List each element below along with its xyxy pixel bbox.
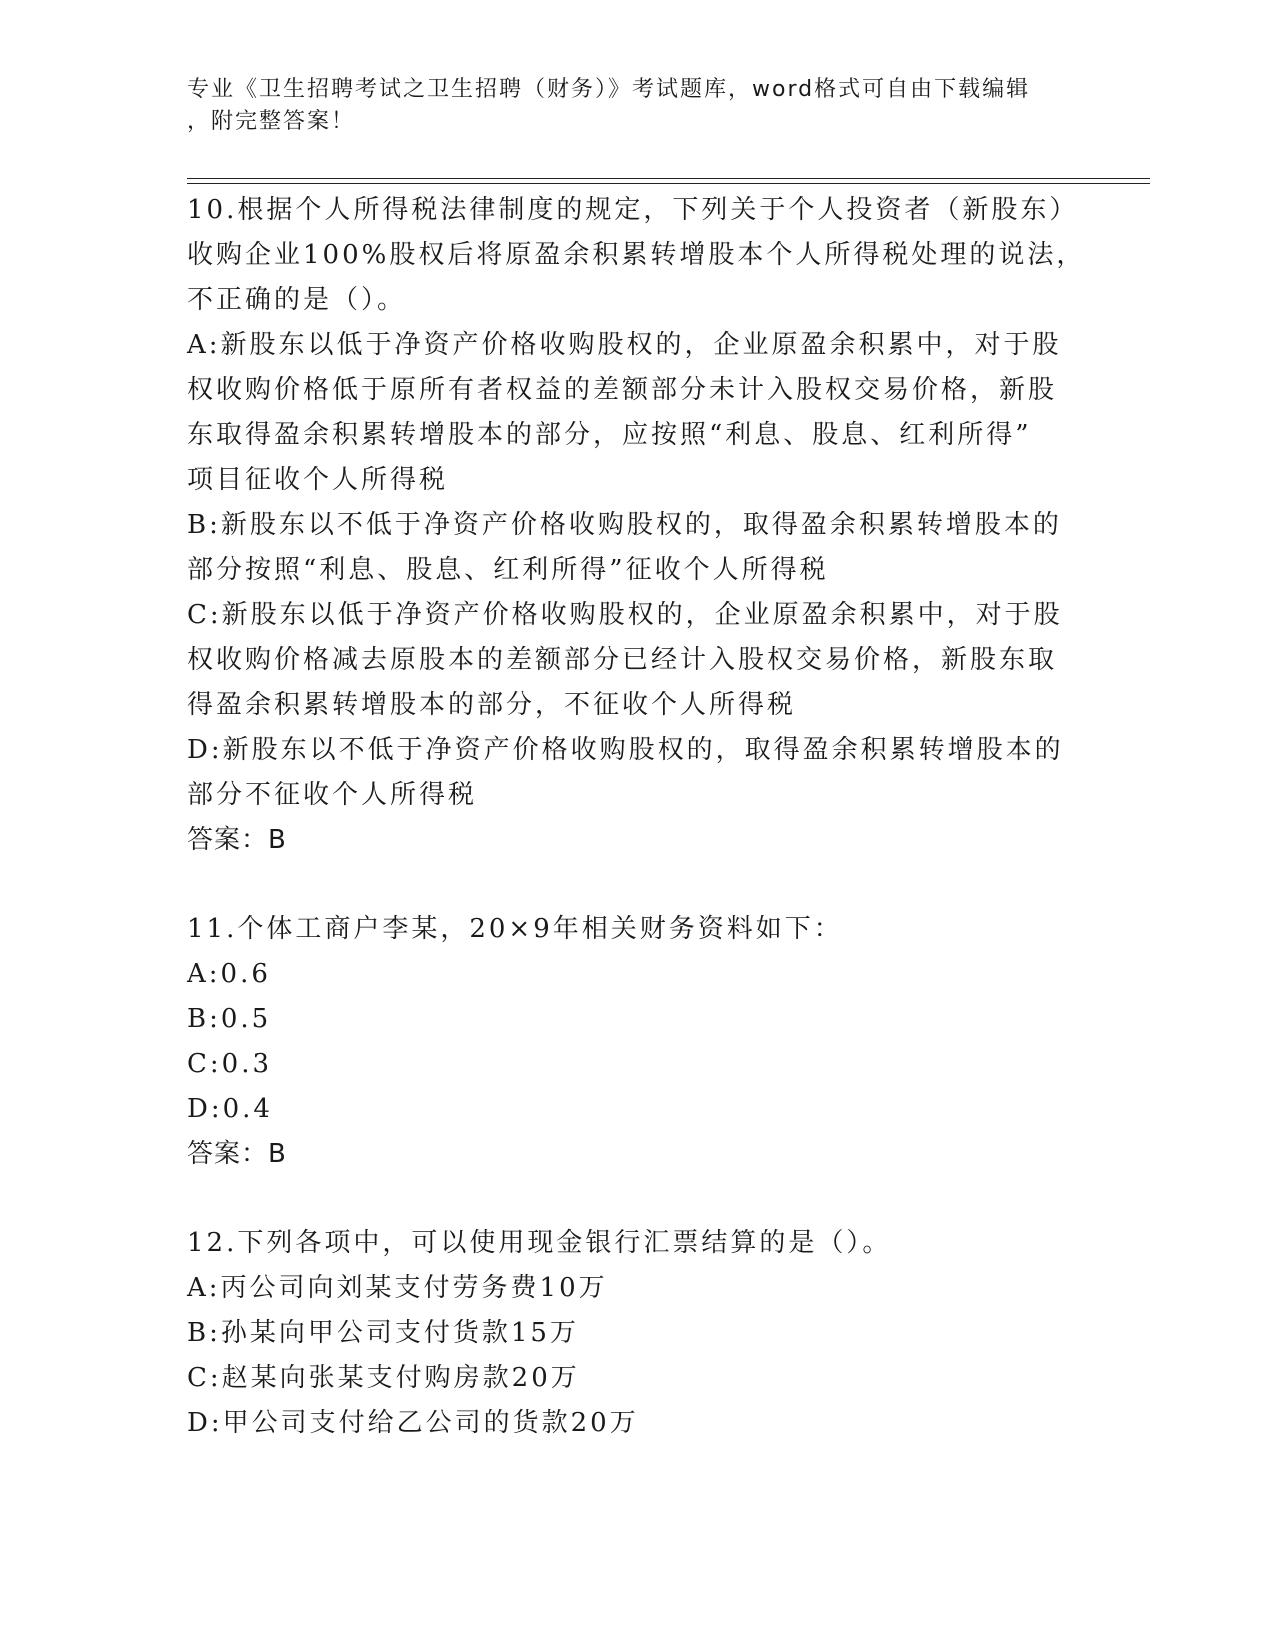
option-line: A:新股东以低于净资产价格收购股权的，企业原盈余积累中，对于股 <box>187 330 1062 360</box>
question-stem-line: 11.个体工商户李某，20×9年相关财务资料如下： <box>187 914 843 944</box>
spacer <box>187 1177 1087 1221</box>
question-stem-line: 12.下列各项中，可以使用现金银行汇票结算的是（）。 <box>187 1228 892 1258</box>
answer-line: 答案：B <box>187 1139 287 1169</box>
option-line: 权收购价格减去原股本的差额部分已经计入股权交易价格，新股东取 <box>187 645 1058 675</box>
answer-line: 答案：B <box>187 825 287 855</box>
question-stem-line: 10.根据个人所得税法律制度的规定，下列关于个人投资者（新股东） <box>187 195 1079 225</box>
spacer <box>187 863 1087 907</box>
header-rule-bottom <box>187 183 1150 184</box>
question-stem-line: 收购企业100%股权后将原盈余积累转增股本个人所得税处理的说法， <box>187 240 1086 270</box>
option-line: 权收购价格低于原所有者权益的差额部分未计入股权交易价格，新股 <box>187 375 1058 405</box>
option-line: 部分按照“利息、股息、红利所得”征收个人所得税 <box>187 555 829 585</box>
option-line: D:新股东以不低于净资产价格收购股权的，取得盈余积累转增股本的 <box>187 735 1064 765</box>
header-rule-top <box>187 178 1150 179</box>
question-stem-line: 不正确的是（）。 <box>187 285 407 315</box>
option-b: B:孙某向甲公司支付货款15万 <box>187 1318 579 1348</box>
option-line: 东取得盈余积累转增股本的部分，应按照“利息、股息、红利所得” <box>187 420 1032 450</box>
option-line: B:新股东以不低于净资产价格收购股权的，取得盈余积累转增股本的 <box>187 510 1062 540</box>
option-line: 部分不征收个人所得税 <box>187 780 478 810</box>
question-11 <box>187 907 1087 1177</box>
option-c: C:赵某向张某支付购房款20万 <box>187 1363 580 1393</box>
question-list <box>187 188 1087 1446</box>
option-b: B:0.5 <box>187 1004 272 1034</box>
option-d: D:0.4 <box>187 1094 273 1124</box>
header-line-2: ，附完整答案！ <box>187 109 356 134</box>
document-header <box>187 74 1087 138</box>
option-line: C:新股东以低于净资产价格收购股权的，企业原盈余积累中，对于股 <box>187 600 1063 630</box>
option-a: A:0.6 <box>187 959 271 989</box>
option-a: A:丙公司向刘某支付劳务费10万 <box>187 1273 608 1303</box>
option-line: 项目征收个人所得税 <box>187 465 449 495</box>
option-c: C:0.3 <box>187 1049 273 1079</box>
question-12 <box>187 1221 1087 1446</box>
header-line-1: 专业《卫生招聘考试之卫生招聘（财务）》考试题库，word格式可自由下载编辑 <box>187 77 1031 102</box>
option-d: D:甲公司支付给乙公司的货款20万 <box>187 1408 639 1438</box>
option-line: 得盈余积累转增股本的部分，不征收个人所得税 <box>187 690 797 720</box>
question-10 <box>187 188 1087 863</box>
